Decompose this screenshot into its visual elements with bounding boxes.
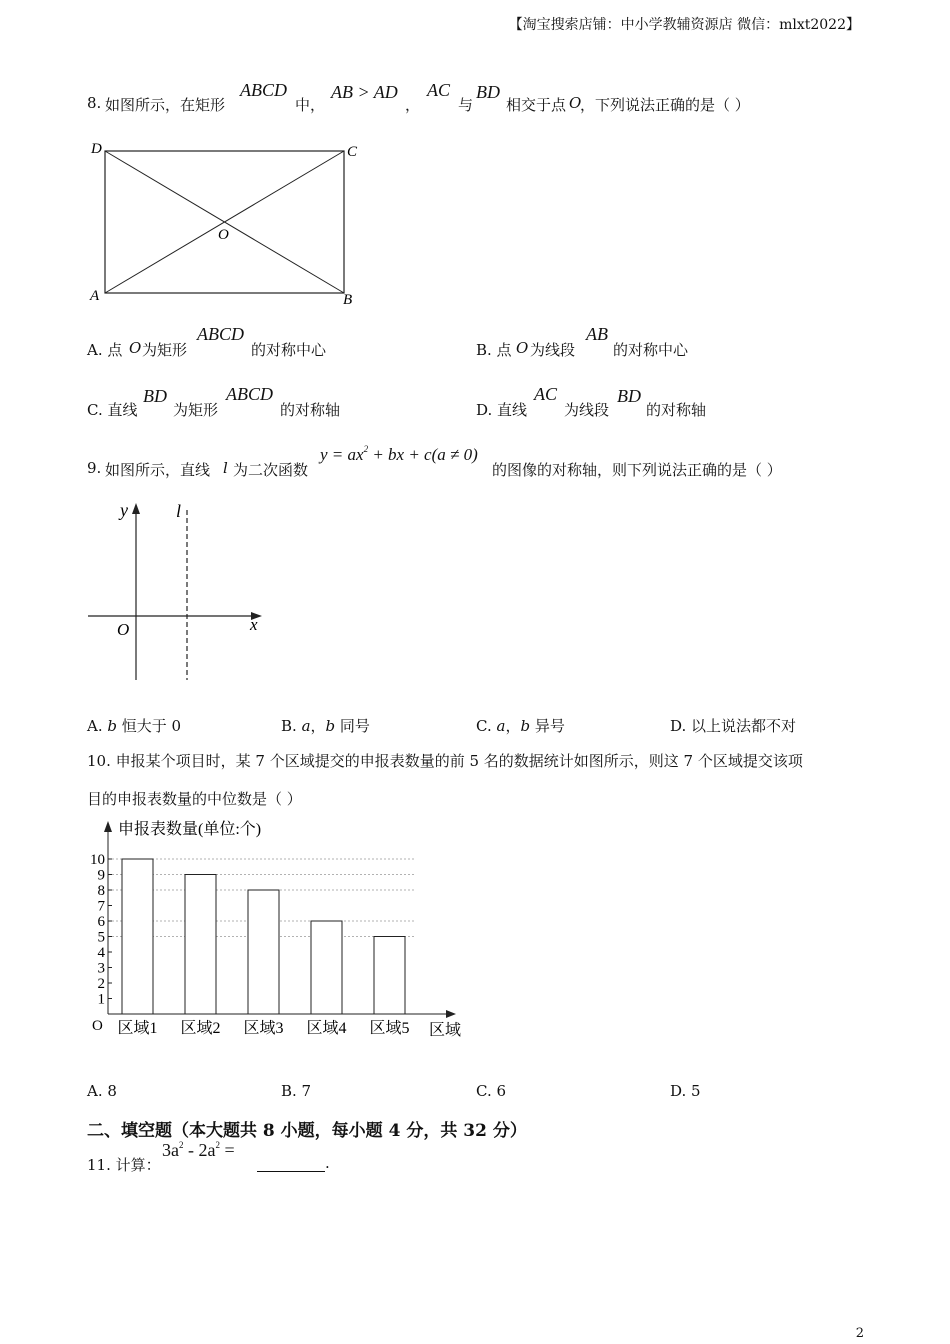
chart-y-tick-label: 9 xyxy=(97,867,105,884)
q8-text-4: 相交于点 xyxy=(506,96,567,114)
q8-option-d xyxy=(476,384,806,424)
q10-line-1: 10. 申报某个项目时，某 7 个区域提交的申报表数量的前 5 名的数据统计如图所示，则这 7 个区域提交该项 xyxy=(87,752,803,770)
q9-b-var-2: b xyxy=(325,717,336,735)
chart-y-tick-label: 7 xyxy=(97,898,105,915)
label-origin: O xyxy=(117,620,130,639)
q8-c-math-1: BD xyxy=(143,386,167,406)
q8-a-post: 的对称中心 xyxy=(251,341,327,359)
q11-equals: = xyxy=(220,1140,235,1160)
q8-d-post: 的对称轴 xyxy=(646,401,707,419)
q9-text-2: 为二次函数 xyxy=(233,461,309,479)
q9-b-post: 同号 xyxy=(339,717,370,735)
chart-category-label: 区域3 xyxy=(243,1020,284,1037)
section-2-title: 二、填空题（本大题共 8 小题，每小题 4 分，共 32 分） xyxy=(87,1121,527,1141)
q9-a-var: b xyxy=(107,717,117,735)
q8-d-math-2: BD xyxy=(617,386,641,406)
q9-line-l: l xyxy=(223,459,228,477)
chart-bar xyxy=(185,875,216,1015)
chart-category-label: 区域4 xyxy=(306,1020,347,1037)
q9-option-a xyxy=(87,715,181,736)
q9-b-var-1: a xyxy=(301,717,311,735)
label-l: l xyxy=(176,501,182,521)
q11-minus: - 2 xyxy=(183,1140,208,1160)
label-o: O xyxy=(218,227,229,243)
q8-c-mid: 为矩形 xyxy=(173,401,219,419)
chart-bar xyxy=(374,937,405,1015)
q8-a-pre: A. 点 xyxy=(87,341,123,359)
q9-b-sep: ， xyxy=(310,717,326,735)
q10-option-b: B. 7 xyxy=(281,1082,312,1100)
chart-y-tick-label: 8 xyxy=(97,883,105,899)
question-11 xyxy=(87,1140,487,1176)
label-c: C xyxy=(347,144,358,160)
q8-b-math: AB xyxy=(586,324,608,344)
q9-formula xyxy=(320,445,478,465)
q8-c-math-2: ABCD xyxy=(226,384,273,404)
q9-text-3: 的图像的对称轴，则下列说法正确的是（ ） xyxy=(492,461,782,479)
q8-c-pre: C. 直线 xyxy=(87,401,138,419)
q11-expression xyxy=(162,1140,235,1161)
chart-origin-label: O xyxy=(92,1018,103,1034)
q8-option-c xyxy=(87,384,417,424)
chart-y-arrow xyxy=(104,821,112,832)
q9-a-pre: A. xyxy=(87,717,108,735)
q11-sup-2: 2 xyxy=(215,1140,220,1150)
q8-a-mid: 为矩形 xyxy=(142,341,188,359)
chart-bar xyxy=(311,921,342,1014)
q8-text-1: 如图所示，在矩形 xyxy=(105,96,226,114)
chart-y-label: 申报表数量(单位:个) xyxy=(118,821,262,838)
q11-period: . xyxy=(325,1154,330,1172)
q8-b-o: O xyxy=(516,339,529,357)
q9-formula-sup: 2 xyxy=(363,444,369,454)
q11-term-2: a xyxy=(207,1140,216,1160)
q9-option-c xyxy=(476,715,565,736)
q8-option-b xyxy=(476,324,806,364)
axes-figure xyxy=(86,498,276,684)
chart-category-label: 区域2 xyxy=(180,1020,221,1037)
q9-c-pre: C. xyxy=(476,717,497,735)
q8-a-o: O xyxy=(129,339,142,357)
y-axis-arrow xyxy=(132,503,140,514)
q11-sup-1: 2 xyxy=(179,1140,184,1150)
label-a: A xyxy=(90,288,100,304)
q9-c-var-1: a xyxy=(496,717,506,735)
q10-line-2: 目的申报表数量的中位数是（ ） xyxy=(87,790,302,808)
question-9 xyxy=(87,445,867,479)
q8-math-ac: AC xyxy=(427,80,451,100)
q9-formula-part-1: y = ax xyxy=(320,445,364,464)
chart-bar xyxy=(248,890,279,1014)
label-b: B xyxy=(343,292,353,308)
chart-y-tick-label: 2 xyxy=(97,976,105,992)
q8-d-math-1: AC xyxy=(534,384,558,404)
q11-answer xyxy=(257,1154,330,1172)
q8-d-pre: D. 直线 xyxy=(476,401,528,419)
q11-term-1: 3a xyxy=(162,1140,179,1160)
q8-math-condition: AB > AD xyxy=(331,82,398,102)
q9-formula-part-2: + bx + c(a ≠ 0) xyxy=(368,445,478,464)
q10-option-d: D. 5 xyxy=(670,1082,701,1100)
q8-b-mid: 为线段 xyxy=(530,341,576,359)
q9-option-d: D. 以上说法都不对 xyxy=(670,717,797,735)
q9-a-post: 恒大于 0 xyxy=(121,717,182,735)
label-d: D xyxy=(91,141,102,157)
q8-c-post: 的对称轴 xyxy=(280,401,341,419)
chart-y-tick-label: 5 xyxy=(97,929,105,946)
q9-text-1: 如图所示，直线 xyxy=(105,461,211,479)
label-x: x xyxy=(250,615,258,634)
rectangle-figure xyxy=(86,136,376,312)
q9-c-var-2: b xyxy=(520,717,531,735)
chart-x-arrow xyxy=(446,1010,456,1018)
chart-y-tick-label: 10 xyxy=(90,852,105,868)
q9-option-b xyxy=(281,715,370,736)
page-header: 【淘宝搜索店铺：中小学教辅资源店 微信：mlxt2022】 xyxy=(508,17,860,33)
q8-a-math: ABCD xyxy=(197,324,244,344)
chart-y-tick-label: 6 xyxy=(97,914,105,930)
q8-option-a xyxy=(87,324,417,364)
q8-number: 8. xyxy=(87,94,102,112)
q11-prefix: 11. 计算： xyxy=(87,1156,161,1174)
chart-x-label: 区域 xyxy=(429,1022,462,1039)
bar-chart xyxy=(86,814,476,1050)
q8-b-post: 的对称中心 xyxy=(613,341,689,359)
label-y: y xyxy=(120,500,128,520)
chart-category-label: 区域1 xyxy=(117,1020,158,1037)
q9-b-pre: B. xyxy=(281,717,302,735)
q10-option-a: A. 8 xyxy=(87,1082,117,1100)
q8-math-bd: BD xyxy=(476,82,500,102)
q8-point-o: O xyxy=(569,94,582,112)
q8-comma: ， xyxy=(405,96,421,114)
chart-y-tick-label: 3 xyxy=(97,960,105,977)
q8-b-pre: B. 点 xyxy=(476,341,512,359)
q8-text-2: 中， xyxy=(295,96,326,114)
q8-d-mid: 为线段 xyxy=(564,401,610,419)
q9-c-post: 异号 xyxy=(534,717,565,735)
q9-c-sep: ， xyxy=(505,717,521,735)
q8-text-3: 与 xyxy=(458,96,474,114)
chart-y-tick-label: 4 xyxy=(97,945,105,961)
page-number: 2 xyxy=(855,1326,864,1341)
chart-category-label: 区域5 xyxy=(369,1020,410,1037)
q10-option-c: C. 6 xyxy=(476,1082,507,1100)
q8-math-abcd: ABCD xyxy=(240,80,287,100)
q9-number: 9. xyxy=(87,459,102,477)
chart-bar xyxy=(122,859,153,1014)
q8-text-5: ，下列说法正确的是（ ） xyxy=(580,96,750,114)
q11-answer-blank[interactable] xyxy=(257,1157,325,1172)
chart-y-tick-label: 1 xyxy=(97,991,105,1008)
